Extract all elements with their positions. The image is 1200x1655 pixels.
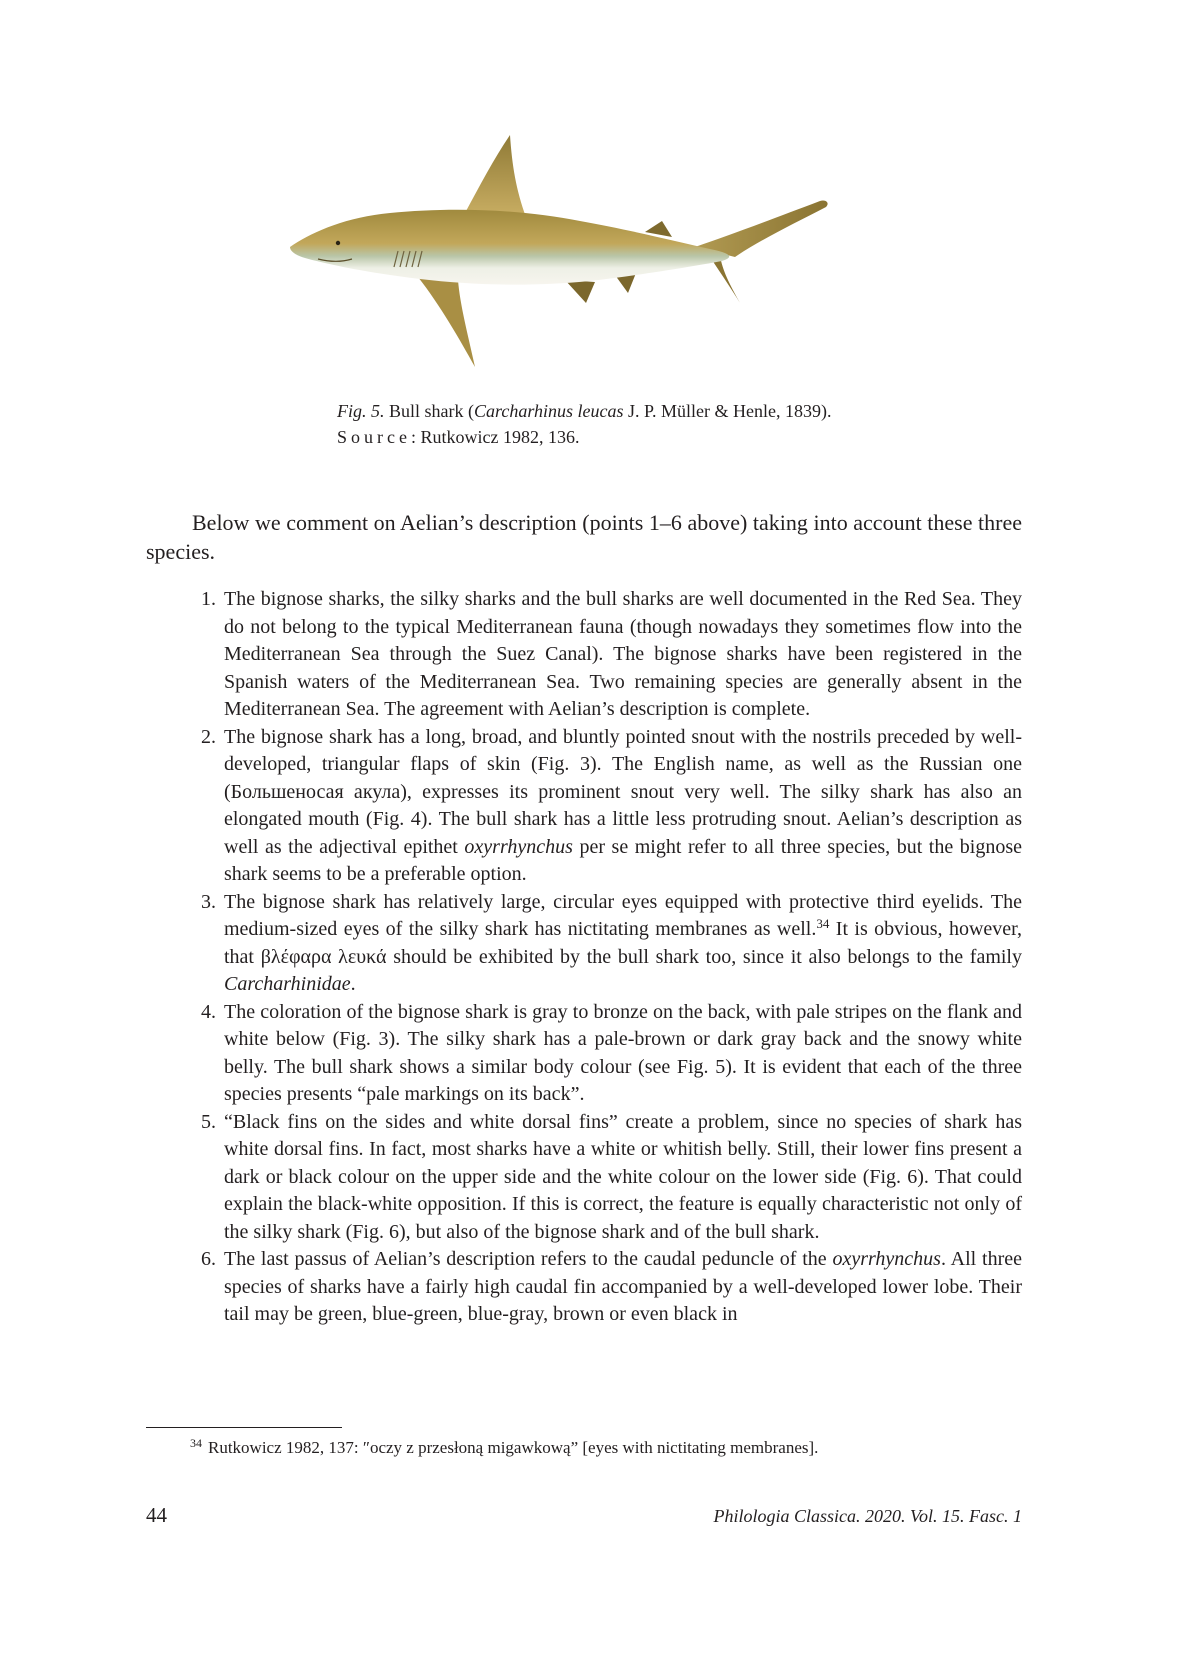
caption-species: Carcharhinus leucas xyxy=(474,401,624,421)
figure-source xyxy=(337,424,579,450)
list-item-number: 4. xyxy=(201,1000,216,1023)
list-item-text: It is obvious, however, that βλέφαρα λευκά should be exhibited by the bull shark too, since it also belongs to the family xyxy=(224,918,1023,968)
list-item-number: 3. xyxy=(201,890,216,913)
list-item-number: 6. xyxy=(201,1248,216,1270)
caption-text-after: J. P. Müller & Henle, 1839). xyxy=(623,401,832,421)
shark-eye xyxy=(336,241,340,245)
list-item-text: per se might refer to all three species, but the bignose shark seems to be a preferable option. xyxy=(224,835,1022,885)
footnote-reference[interactable]: 34 xyxy=(816,916,830,931)
footnote xyxy=(190,1436,818,1460)
list-item xyxy=(201,1246,1022,1329)
list-item-number: 1. xyxy=(201,588,216,610)
pelvic-fin xyxy=(565,280,595,303)
list-item-text: The bignose shark has relatively large, circular eyes equipped with protective third eyelids. The medium-sized eyes of the silky shark has nictitating membranes as well. xyxy=(224,890,1022,940)
figure-caption xyxy=(337,398,832,424)
footnote-text: Rutkowicz 1982, 137: ″oczy z przesłoną migawkową” [eyes with nictitating membranes]. xyxy=(208,1438,819,1457)
list-item-number: 2. xyxy=(201,725,216,748)
footnote-number: 34 xyxy=(190,1436,202,1450)
footnote-divider xyxy=(146,1427,342,1428)
list-item-text: The last passus of Aelian’s description refers to the caudal peduncle of the xyxy=(224,1248,833,1270)
source-label: Source xyxy=(337,427,411,447)
list-item-emphasis: oxyrrhynchus xyxy=(832,1248,941,1270)
list-item xyxy=(201,586,1022,724)
list-item xyxy=(201,724,1022,889)
tail-upper-lobe xyxy=(695,200,828,257)
shark-body xyxy=(290,210,729,285)
figure-5 xyxy=(290,135,880,395)
list-item-text: The bignose shark has a long, broad, and bluntly pointed snout with the nostrils preceded by well-developed, triangular flaps of skin (Fig. 3). The English name, as well as the Russian one (Большеносая акула), expresses its prominent snout very well. The silky shark has also an elongated mouth (Fig. 4). The bull shark has a little less protruding snout. Aelian’s description as well as the adjectival epithet xyxy=(224,725,1022,858)
list-item-text: “Black fins on the sides and white dorsal fins” create a problem, since no species of shark has white dorsal fins. In fact, most sharks have a white or whitish belly. Still, their lower fins present a dark or black colour on the upper side and the white colour on the lower side (Fig. 6). That could explain the black-white opposition. If this is correct, the feature is equally characteristic not only of the silky shark (Fig. 6), but also of the bignose shark and of the bull shark. xyxy=(224,1110,1022,1243)
dorsal-fin xyxy=(465,135,526,217)
list-item xyxy=(201,1109,1022,1247)
pectoral-fin xyxy=(418,277,475,367)
points-list xyxy=(201,586,1023,1329)
source-text: : Rutkowicz 1982, 136. xyxy=(410,427,580,447)
list-item xyxy=(201,889,1023,999)
intro-paragraph: Below we comment on Aelian’s description (points 1–6 above) taking into account these three species. xyxy=(146,510,1022,564)
bull-shark-illustration xyxy=(290,135,880,395)
list-item-text: . xyxy=(350,973,356,995)
second-dorsal-fin xyxy=(645,221,672,237)
list-item-text: The coloration of the bignose shark is gray to bronze on the back, with pale stripes on the flank and white below (Fig. 3). The silky shark has a pale-brown or dark gray back and the snowy white belly. The bull shark shows a similar body colour (see Fig. 5). It is evident that each of the three species presents “pale markings on its back”. xyxy=(224,1000,1022,1105)
list-item xyxy=(201,999,1022,1109)
figure-label: Fig. 5. xyxy=(337,401,385,421)
list-item-emphasis: oxyrrhynchus xyxy=(464,835,573,858)
page-number: 44 xyxy=(146,1503,167,1527)
list-item-text: . All three species of sharks have a fairly high caudal fin accompanied by a well-developed lower lobe. Their tail may be green, blue-green, blue-gray, brown or even black in xyxy=(224,1248,1022,1325)
list-item-emphasis: Carcharhinidae xyxy=(224,973,351,995)
list-item-text: The bignose sharks, the silky sharks and the bull sharks are well documented in the Red Sea. They do not belong to the typical Mediterranean fauna (though nowadays they sometimes flow into the Mediterranean Sea through the Suez Canal). The bignose sharks have been registered in the Spanish waters of the Mediterranean Sea. Two remaining species are generally absent in the Mediterranean Sea. The agreement with Aelian’s description is complete. xyxy=(224,588,1022,720)
list-item-number: 5. xyxy=(201,1110,216,1133)
caption-text-before: Bull shark ( xyxy=(384,401,474,421)
journal-reference: Philologia Classica. 2020. Vol. 15. Fasc. 1 xyxy=(713,1506,1022,1526)
